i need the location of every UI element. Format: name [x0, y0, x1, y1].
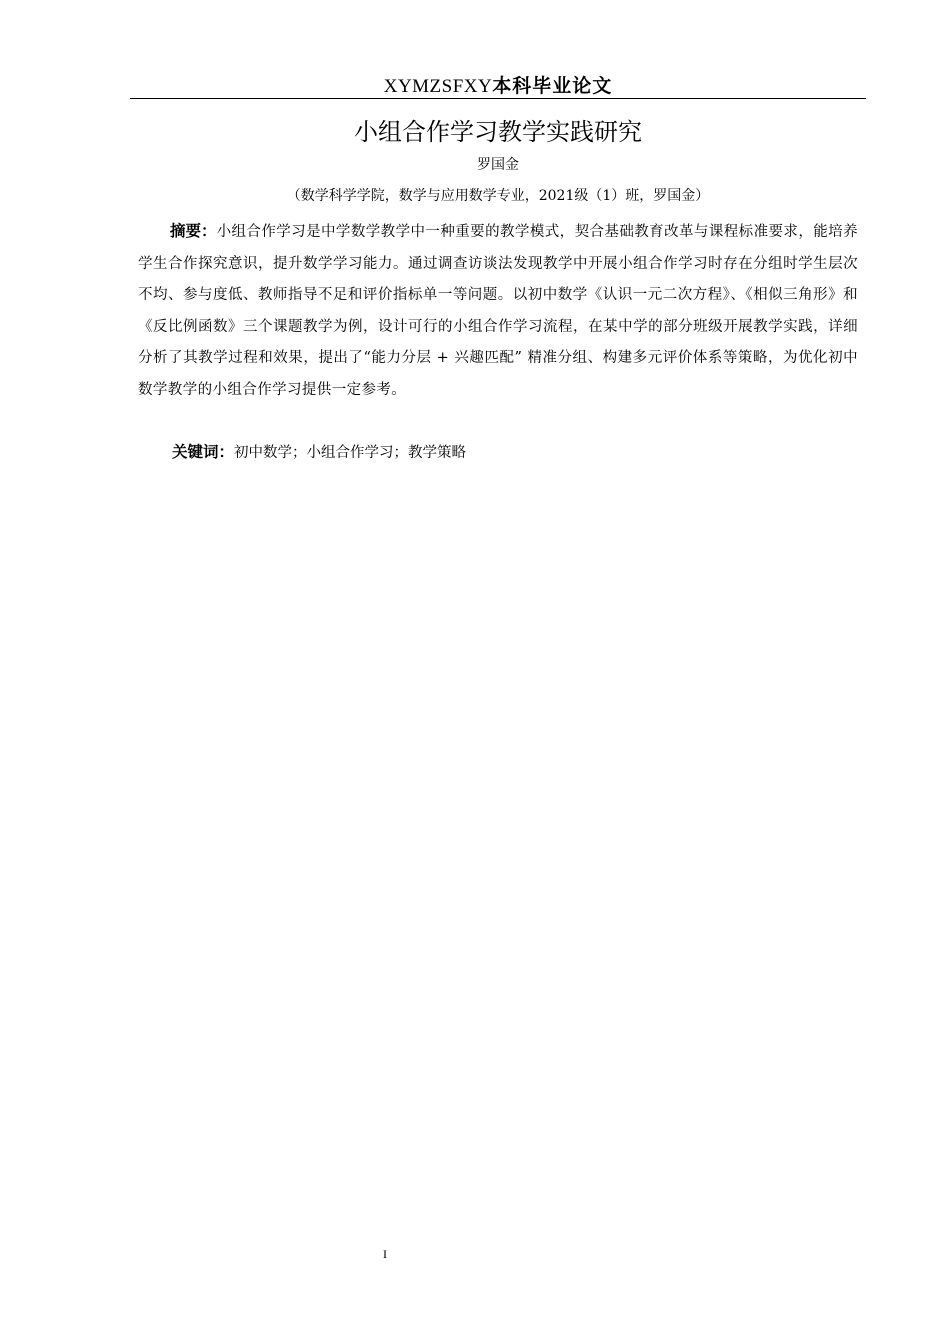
- header-label: 本科毕业论文: [492, 75, 613, 97]
- abstract-label: 摘要：: [170, 222, 217, 240]
- paper-author: 罗国金: [477, 157, 519, 173]
- header-code: XYMZSFXY: [383, 76, 493, 97]
- paper-affiliation: （数学科学学院，数学与应用数学专业，2021级（1）班，罗国金）: [286, 188, 710, 204]
- keywords-label: 关键词：: [172, 443, 235, 461]
- running-header: [130, 74, 866, 98]
- keywords-line: [138, 437, 858, 468]
- abstract-text: 小组合作学习是中学数学教学中一种重要的教学模式，契合基础教育改革与课程标准要求，能培养学生合作探究意识，提升数学学习能力。通过调查访谈法发现教学中开展小组合作学习时存在分组时学生层次不均、参与度低、教师指导不足和评价指标单一等问题。以初中数学《认识一元二次方程》、《相似三角形》和《反比例函数》三个课题教学为例，设计可行的小组合作学习流程，在某中学的部分班级开展教学实践，详细分析了其教学过程和效果，提出了“能力分层 + 兴趣匹配” 精准分组、构建多元评价体系等策略，为优化初中数学教学的小组合作学习提供一定参考。: [138, 224, 858, 398]
- header-rule: [130, 98, 866, 99]
- paper-title: 小组合作学习教学实践研究: [354, 118, 642, 146]
- keywords-text: 初中数学；小组合作学习；教学策略: [234, 445, 467, 461]
- abstract-paragraph: [138, 216, 858, 406]
- page-number: I: [383, 1247, 387, 1261]
